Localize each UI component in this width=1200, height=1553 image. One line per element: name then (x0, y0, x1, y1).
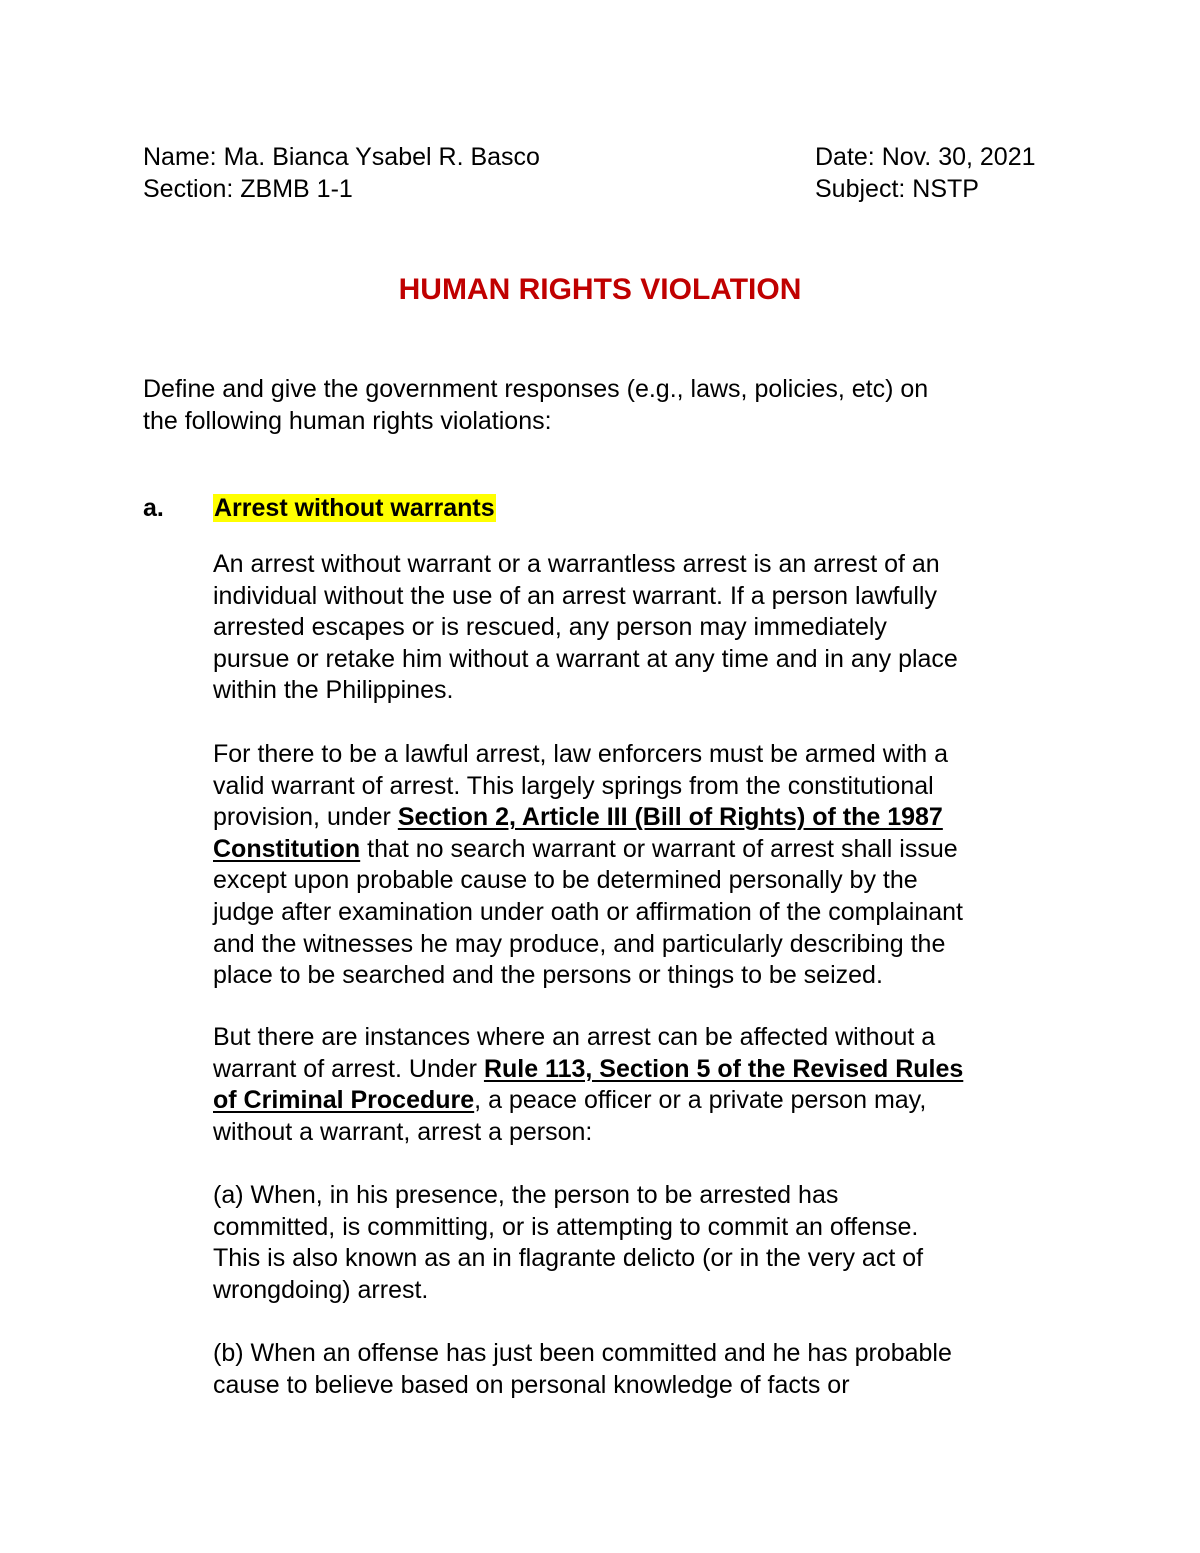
text-line: arrested escapes or is rescued, any person may immediately (213, 613, 887, 642)
text-line: committed, is committing, or is attempting to commit an offense. (213, 1212, 919, 1241)
intro-line-1: Define and give the government responses (e.g., laws, policies, etc) on (143, 375, 929, 403)
text-line: and the witnesses he may produce, and particularly describing the (213, 929, 946, 958)
student-name: Name: Ma. Bianca Ysabel R. Basco (143, 143, 540, 171)
item-a-heading-text: Arrest without warrants (214, 494, 495, 522)
text-line: (a) When, in his presence, the person to be arrested has (213, 1181, 839, 1209)
text-line (213, 1085, 1093, 1117)
constitution-reference: Section 2, Article III (Bill of Rights) of the 1987 (397, 803, 943, 832)
item-a-marker: a. (143, 494, 164, 522)
text-line: except upon probable cause to be determined personally by the (213, 866, 918, 895)
paragraph-case-b (213, 1338, 1093, 1401)
text-line: valid warrant of arrest. This largely springs from the constitutional (213, 771, 934, 800)
text-line (213, 802, 1093, 834)
student-section: Section: ZBMB 1-1 (143, 175, 353, 203)
intro-line-2: the following human rights violations: (143, 407, 552, 435)
text-run: warrant of arrest. Under (213, 1054, 484, 1083)
text-line: judge after examination under oath or affirmation of the complainant (213, 897, 963, 926)
item-a-heading (143, 492, 496, 524)
paragraph-definition (213, 549, 1093, 707)
text-line: pursue or retake him without a warrant at any time and in any place (213, 644, 958, 673)
text-line: (b) When an offense has just been committed and he has probable (213, 1339, 952, 1367)
rule-reference-cont: of Criminal Procedure (213, 1086, 475, 1115)
text-run: , a peace officer or a private person may, (474, 1086, 927, 1115)
text-line: wrongdoing) arrest. (213, 1275, 429, 1304)
text-line: place to be searched and the persons or things to be seized. (213, 961, 883, 990)
document-date: Date: Nov. 30, 2021 (815, 143, 1036, 171)
text-line: individual without the use of an arrest warrant. If a person lawfully (213, 581, 937, 610)
text-line (213, 1054, 1093, 1086)
text-line: without a warrant, arrest a person: (213, 1117, 593, 1146)
paragraph-rule-113 (213, 1022, 1093, 1148)
text-line (213, 834, 1093, 866)
paragraph-case-a (213, 1180, 1093, 1306)
text-line: This is also known as an in flagrante delicto (or in the very act of (213, 1244, 924, 1273)
text-run: that no search warrant or warrant of arrest shall issue (360, 834, 958, 863)
constitution-reference-cont: Constitution (213, 834, 361, 863)
document-title: HUMAN RIGHTS VIOLATION (398, 273, 802, 306)
text-line: But there are instances where an arrest can be affected without a (213, 1023, 936, 1051)
text-line: For there to be a lawful arrest, law enforcers must be armed with a (213, 740, 949, 768)
text-line: within the Philippines. (213, 676, 454, 705)
paragraph-constitution (213, 739, 1093, 992)
text-line: cause to believe based on personal knowledge of facts or (213, 1370, 850, 1399)
document-subject: Subject: NSTP (815, 175, 979, 203)
rule-reference: Rule 113, Section 5 of the Revised Rules (483, 1054, 964, 1083)
text-line: An arrest without warrant or a warrantless arrest is an arrest of an (213, 550, 940, 578)
text-run: provision, under (213, 803, 398, 832)
